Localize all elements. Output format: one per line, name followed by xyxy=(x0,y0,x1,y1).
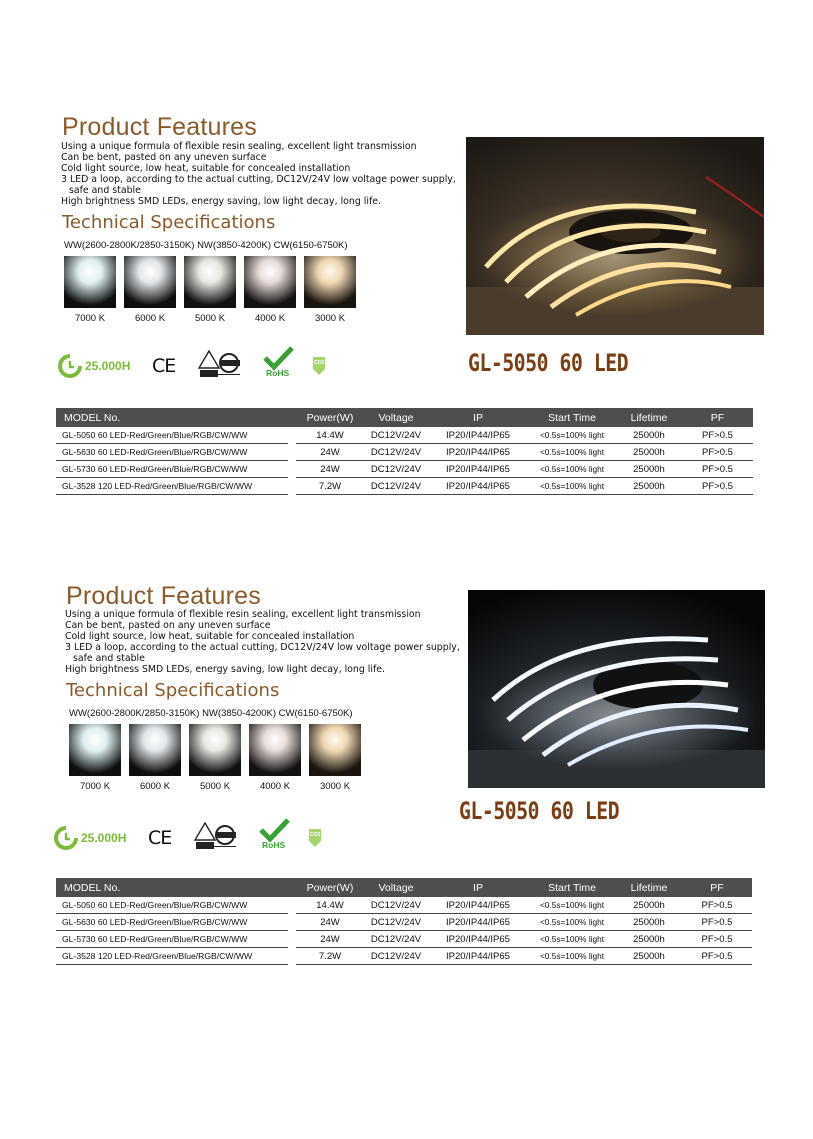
cct-ranges: WW(2600-2800K/2850-3150K) NW(3850-4200K) CW(6150-6750K) xyxy=(69,708,353,719)
model-name-heading: GL-5050 60 LED xyxy=(459,797,620,825)
technical-specifications-title: Technical Specifications xyxy=(62,212,276,233)
col-header-ip: IP xyxy=(428,878,528,897)
cell-lifetime: 25000h xyxy=(616,948,682,965)
co2-leaf-icon xyxy=(308,828,322,848)
technical-specifications-title: Technical Specifications xyxy=(66,680,280,701)
cell-ip: IP20/IP44/IP65 xyxy=(428,897,528,914)
swatch-label: 5000 K xyxy=(199,781,231,792)
cell-pf: PF>0.5 xyxy=(682,897,752,914)
cell-voltage: DC12V/24V xyxy=(364,461,428,478)
col-header-model: MODEL No. xyxy=(56,408,288,427)
co2-mark xyxy=(308,828,322,853)
cell-start-time: <0.5s=100% light xyxy=(528,427,616,444)
col-header-start-time: Start Time xyxy=(528,408,616,427)
rohs-text: RoHS xyxy=(262,840,286,850)
cell-ip: IP20/IP44/IP65 xyxy=(428,461,528,478)
lifetime-badge-text: 25.000H xyxy=(85,359,131,373)
feature-item: safe and stable xyxy=(69,185,141,196)
cell-ip: IP20/IP44/IP65 xyxy=(428,427,528,444)
rohs-mark xyxy=(258,818,290,850)
cell-voltage: DC12V/24V xyxy=(364,444,428,461)
color-temperature-swatches xyxy=(69,724,369,799)
cell-power: 24W xyxy=(296,931,364,948)
cell-spacer xyxy=(288,478,296,495)
cell-lifetime: 25000h xyxy=(616,444,682,461)
table-row xyxy=(56,948,752,965)
feature-item: High brightness SMD LEDs, energy saving, low light decay, long life. xyxy=(65,664,386,675)
cell-start-time: <0.5s=100% light xyxy=(528,948,616,965)
cell-start-time: <0.5s=100% light xyxy=(528,461,616,478)
feature-item: Can be bent, pasted on any uneven surface xyxy=(65,620,271,631)
col-header-pf: PF xyxy=(682,878,752,897)
swatch-7000k xyxy=(69,724,121,776)
col-header-lifetime: Lifetime xyxy=(616,878,682,897)
cell-power: 24W xyxy=(296,914,364,931)
cell-pf: PF>0.5 xyxy=(682,444,753,461)
cell-model: GL-5050 60 LED-Red/Green/Blue/RGB/CW/WW xyxy=(56,427,288,444)
col-header-model: MODEL No. xyxy=(56,878,288,897)
checkmark-icon xyxy=(258,818,290,842)
product-features-title: Product Features xyxy=(62,113,257,141)
cell-pf: PF>0.5 xyxy=(682,931,752,948)
swatch-label: 5000 K xyxy=(194,313,226,324)
cell-power: 7.2W xyxy=(296,948,364,965)
gs-tuv-mark-icon xyxy=(194,822,238,857)
cell-spacer xyxy=(288,931,296,948)
product-features-title: Product Features xyxy=(66,582,261,610)
cell-power: 7.2W xyxy=(296,478,364,495)
cell-power: 24W xyxy=(296,444,364,461)
co2-text: CO2 xyxy=(314,360,325,366)
cell-model: GL-5730 60 LED-Red/Green/Blue/RGB/CW/WW xyxy=(56,931,288,948)
col-header-power: Power(W) xyxy=(296,878,364,897)
feature-item: Cold light source, low heat, suitable for concealed installation xyxy=(65,631,355,642)
cell-ip: IP20/IP44/IP65 xyxy=(428,478,528,495)
cell-lifetime: 25000h xyxy=(616,461,682,478)
spec-table-header-row xyxy=(56,878,752,897)
col-header-power: Power(W) xyxy=(296,408,364,427)
cell-voltage: DC12V/24V xyxy=(364,948,428,965)
cell-ip: IP20/IP44/IP65 xyxy=(428,444,528,461)
cell-start-time: <0.5s=100% light xyxy=(528,478,616,495)
feature-item: Using a unique formula of flexible resin sealing, excellent light transmission xyxy=(61,141,417,152)
cell-spacer xyxy=(288,914,296,931)
cell-start-time: <0.5s=100% light xyxy=(528,914,616,931)
cell-ip: IP20/IP44/IP65 xyxy=(428,914,528,931)
cell-lifetime: 25000h xyxy=(616,427,682,444)
cell-voltage: DC12V/24V xyxy=(364,478,428,495)
cell-start-time: <0.5s=100% light xyxy=(528,897,616,914)
certification-row xyxy=(54,822,334,862)
swatch-5000k xyxy=(189,724,241,776)
cell-pf: PF>0.5 xyxy=(682,914,752,931)
swatch-4000k xyxy=(249,724,301,776)
co2-text: CO2 xyxy=(310,832,321,838)
swatch-label: 4000 K xyxy=(259,781,291,792)
cell-ip: IP20/IP44/IP65 xyxy=(428,931,528,948)
cell-model: GL-5630 60 LED-Red/Green/Blue/RGB/CW/WW xyxy=(56,914,288,931)
table-row xyxy=(56,897,752,914)
cell-power: 14.4W xyxy=(296,897,364,914)
swatch-label: 6000 K xyxy=(139,781,171,792)
swatch-label: 7000 K xyxy=(74,313,106,324)
table-row xyxy=(56,914,752,931)
feature-item: Using a unique formula of flexible resin sealing, excellent light transmission xyxy=(65,609,421,620)
cct-ranges: WW(2600-2800K/2850-3150K) NW(3850-4200K) CW(6150-6750K) xyxy=(64,240,348,251)
cell-lifetime: 25000h xyxy=(616,914,682,931)
table-row xyxy=(56,478,753,495)
cell-start-time: <0.5s=100% light xyxy=(528,931,616,948)
spec-table xyxy=(56,878,752,965)
cell-voltage: DC12V/24V xyxy=(364,931,428,948)
cell-lifetime: 25000h xyxy=(616,897,682,914)
cell-start-time: <0.5s=100% light xyxy=(528,444,616,461)
swatch-label: 3000 K xyxy=(314,313,346,324)
table-row xyxy=(56,931,752,948)
lifetime-badge xyxy=(54,826,138,852)
cell-voltage: DC12V/24V xyxy=(364,914,428,931)
col-header-voltage: Voltage xyxy=(364,408,428,427)
cell-model: GL-5730 60 LED-Red/Green/Blue/RGB/CW/WW xyxy=(56,461,288,478)
swatch-label: 4000 K xyxy=(254,313,286,324)
cell-power: 14.4W xyxy=(296,427,364,444)
col-header-lifetime: Lifetime xyxy=(616,408,682,427)
cell-model: GL-5050 60 LED-Red/Green/Blue/RGB/CW/WW xyxy=(56,897,288,914)
cell-model: GL-3528 120 LED-Red/Green/Blue/RGB/CW/WW xyxy=(56,948,288,965)
cell-pf: PF>0.5 xyxy=(682,948,752,965)
col-header-start-time: Start Time xyxy=(528,878,616,897)
ce-mark: CE xyxy=(152,355,176,377)
cell-pf: PF>0.5 xyxy=(682,478,753,495)
swatch-label: 7000 K xyxy=(79,781,111,792)
lifetime-badge-text: 25.000H xyxy=(81,831,127,845)
col-header-pf: PF xyxy=(682,408,753,427)
feature-item: Can be bent, pasted on any uneven surface xyxy=(61,152,267,163)
cell-pf: PF>0.5 xyxy=(682,461,753,478)
cell-voltage: DC12V/24V xyxy=(364,897,428,914)
col-header-ip: IP xyxy=(428,408,528,427)
cell-lifetime: 25000h xyxy=(616,478,682,495)
col-header-spacer xyxy=(288,878,296,897)
cell-power: 24W xyxy=(296,461,364,478)
cell-model: GL-5630 60 LED-Red/Green/Blue/RGB/CW/WW xyxy=(56,444,288,461)
swatch-label: 6000 K xyxy=(134,313,166,324)
ce-mark: CE xyxy=(148,827,172,849)
feature-item: 3 LED a loop, according to the actual cutting, DC12V/24V low voltage power supply, xyxy=(61,174,456,185)
feature-item: Cold light source, low heat, suitable for concealed installation xyxy=(61,163,351,174)
swatch-3000k xyxy=(309,724,361,776)
feature-item: safe and stable xyxy=(73,653,145,664)
rohs-text: RoHS xyxy=(266,368,290,378)
col-header-voltage: Voltage xyxy=(364,878,428,897)
features-list xyxy=(65,609,460,675)
cell-spacer xyxy=(288,948,296,965)
cell-ip: IP20/IP44/IP65 xyxy=(428,948,528,965)
feature-item: 3 LED a loop, according to the actual cutting, DC12V/24V low voltage power supply, xyxy=(65,642,460,653)
model-name-heading: GL-5050 60 LED xyxy=(468,349,629,377)
swatch-6000k xyxy=(129,724,181,776)
cell-voltage: DC12V/24V xyxy=(364,427,428,444)
feature-item: High brightness SMD LEDs, energy saving, low light decay, long life. xyxy=(61,196,382,207)
product-photo-cool-led-strip xyxy=(468,590,765,788)
swatch-label: 3000 K xyxy=(319,781,351,792)
clock-icon xyxy=(54,826,78,850)
cell-pf: PF>0.5 xyxy=(682,427,753,444)
cell-lifetime: 25000h xyxy=(616,931,682,948)
cell-model: GL-3528 120 LED-Red/Green/Blue/RGB/CW/WW xyxy=(56,478,288,495)
cell-spacer xyxy=(288,897,296,914)
